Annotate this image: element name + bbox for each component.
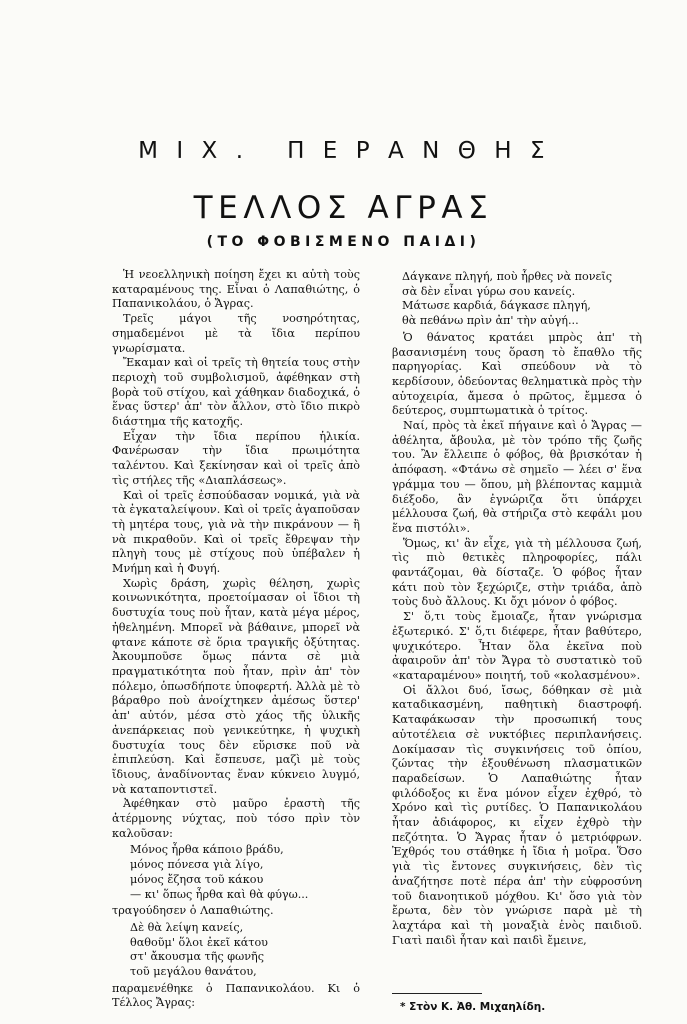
paragraph: Ναί, πρὸς τὰ ἐκεῖ πήγαινε καὶ ὁ Ἄγρας — ἀθέλητα, ἄβουλα, μὲ τὸν τρόπο τῆς ζωῆς του. Ἂν ἔλλειπε ὁ φόβος, θὰ βρισκόταν ἡ ἀπόφαση. «Φτάνω σὲ σημεῖο — λέει σ' ἕνα γράμμα του — ὅπου, μὴ βλέποντας καμμιὰ διέξοδο, ἂν ἐγνώριζα ὅτι ὑπάρχει μέλλουσα ζωή, θὰ στήριζα στὸ κεφάλι μου ἕνα πιστόλι». bbox=[392, 419, 642, 535]
paragraph: Ἔκαμαν καὶ οἱ τρεῖς τὴ θητεία τους στὴν περιοχὴ τοῦ συμβολισμοῦ, ἀφέθηκαν στὴ βορὰ τοῦ στίχου, καὶ χάθηκαν διαδοχικά, ὁ ἕνας ὕστερ' ἀπ' τὸν ἄλλον, στὸ ἴδιο πικρὸ διάστημα τῆς κατοχῆς. bbox=[112, 356, 360, 429]
poem-line: Μόνος ἦρθα κάποιο βράδυ, bbox=[130, 843, 284, 857]
article-title: ΤΕΛΛΟΣ ΑΓΡΑΣ bbox=[193, 190, 494, 226]
paragraph: τραγούδησεν ὁ Λαπαθιώτης. bbox=[112, 904, 274, 918]
poem-line: Δάγκανε πληγή, ποὺ ἦρθες νὰ πονεῖς bbox=[402, 270, 612, 283]
author-name: ΜΙΧ. ΠΕΡΑΝΘΗΣ bbox=[138, 138, 563, 164]
paragraph: Εἶχαν τὴν ἴδια περίπου ἡλικία. Φανέρωσαν τὴν ἴδια πρωιμότητα ταλέντου. Καὶ ξεκίνησαν καὶ οἱ τρεῖς ἀπὸ τὶς στήλες τῆς «Διαπλάσεως». bbox=[112, 429, 360, 487]
poem-lapathiotis bbox=[130, 843, 360, 902]
paragraph: Τρεῖς μάγοι τῆς νοσηρότητας, σημαδεμένοι μὲ τὰ ἴδια περίπου γνωρίσματα. bbox=[112, 312, 360, 355]
paragraph: Ἀφέθηκαν στὸ μαῦρο ἐραστὴ τῆς ἀτέρμονης νύχτας, ποὺ τόσο πρὶν τὸν καλοῦσαν: bbox=[112, 797, 360, 840]
paragraph: Οἱ ἄλλοι δυό, ἴσως, δόθηκαν σὲ μιὰ καταδικασμένη, παθητικὴ διαστροφή. Καταφάκωσαν τὴν προσωπική τους αὐτοτέλεια σὲ νυκτόβιες περιπλανήσεις. Δοκίμασαν τὶς συγκινήσεις τοῦ ὀπίου, ζώντας τὴν ἐξουθένωση πλασματικῶν παραδείσων. Ὁ Λαπαθιώτης ἦταν φιλόδοξος κι ἕνα μόνον εἶχεν ἐχθρό, τὸ Χρόνο καὶ τὶς ρυτίδες. Ὁ Παπανικολάου ἦταν ἀδιάφορος, κι εἶχεν ἐχθρὸ τὴν πεζότητα. Ὁ Ἄγρας ἦταν ὁ μετριόφρων. Ἐχθρός του στάθηκε ἡ ἴδια ἡ μοῖρα. Ὅσο γιὰ τὶς ἔντονες συγκινήσεις, δὲν τὶς ἀναζήτησε ποτὲ πέρα ἀπ' τὴν εὐφροσύνη τοῦ διανοητικοῦ μόχθου. Κι' ὅσο γιὰ τὸν ἔρωτα, δὲν τὸν γνώρισε παρὰ μὲ τὴ λαχτάρα καὶ τὴ μοναξιὰ ἑνὸς παιδιοῦ. Γιατὶ παιδὶ ἦταν καὶ παιδὶ ἔμεινε, bbox=[392, 683, 642, 947]
paragraph: Καὶ οἱ τρεῖς ἐσπούδασαν νομικά, γιὰ νὰ τὰ ἐγκαταλείψουν. Καὶ οἱ τρεῖς ἀγαποῦσαν τὴ μητέρα τους, γιὰ νὰ τὴν πικράνουν — ἢ νὰ πικραθοῦν. Καὶ οἱ τρεῖς ἔθρεψαν τὴν πληγὴ τους μὲ στίχους ποὺ ὑπέβαλεν ἡ Μνήμη καὶ ἡ Φυγή. bbox=[112, 488, 360, 576]
paragraph: Ὁ θάνατος κρατάει μπρὸς ἀπ' τὴ βασανισμένη τους ὅραση τὸ ἔπαθλο τῆς παρηγορίας. Καὶ σπεύδουν νὰ τὸ κερδίσουν, ὁδεύοντας θεληματικὰ πρὸς τὴν αὐτοχειρία, ἄμεσα ὁ πρῶτος, ἔμμεσα ὁ δεύτερος, συμπτωματικὰ ὁ τρίτος. bbox=[392, 330, 642, 418]
paragraph: παραμενέθηκε ὁ Παπανικολάου. Κι ὁ Τέλλος Ἄγρας: bbox=[112, 981, 360, 1010]
poem-line: θὰ πεθάνω πρὶν ἀπ' τὴν αὐγή... bbox=[402, 314, 579, 328]
poem-line: Δὲ θὰ λείψη κανείς, bbox=[130, 920, 244, 934]
footnote-divider bbox=[392, 993, 482, 994]
poem-line: — κι' ὅπως ἦρθα καὶ θὰ φύγω... bbox=[130, 887, 309, 901]
poem-line: Μάτωσε καρδιά, δάγκασε πληγή, bbox=[402, 299, 591, 313]
poem-papanikolaou bbox=[130, 921, 360, 980]
poem-agras bbox=[402, 270, 642, 329]
right-column bbox=[392, 268, 642, 948]
poem-line: στ' ἄκουσμα τῆς φωνῆς bbox=[130, 950, 264, 964]
left-column bbox=[112, 268, 360, 1011]
poem-line: μόνος ἔζησα τοῦ κάκου bbox=[130, 872, 264, 886]
paragraph: Ὅμως, κι' ἂν εἶχε, γιὰ τὴ μέλλουσα ζωή, τὶς πιὸ θετικὲς πληροφορίες, πάλι φαντάζομαι, θὰ δίσταζε. Ὁ φόβος ἦταν κάτι ποὺ τὸν ξεχώριζε, στὴν τριάδα, ἀπὸ τοὺς δυὸ ἄλλους. Κι ὄχι μόνον ὁ φόβος. bbox=[392, 536, 642, 609]
poem-line: σὰ δὲν εἶναι γύρω σου κανείς. bbox=[402, 284, 576, 298]
poem-line: θαθοῦμ' ὅλοι ἐκεῖ κάτου bbox=[130, 935, 268, 949]
paragraph: Ἡ νεοελληνικὴ ποίηση ἔχει κι αὐτὴ τοὺς καταραμένους της. Εἶναι ὁ Λαπαθιώτης, ὁ Παπανικολάου, ὁ Ἄγρας. bbox=[112, 268, 360, 311]
poem-line: τοῦ μεγάλου θανάτου, bbox=[130, 965, 257, 979]
footnote: * Στὸν Κ. Ἀθ. Μιχαηλίδη. bbox=[400, 1001, 546, 1013]
poem-line: μόνος πόνεσα γιὰ λίγο, bbox=[130, 858, 264, 872]
paragraph: Σ' ὅ,τι τοὺς ἔμοιαζε, ἦταν γνώρισμα ἐξωτερικό. Σ' ὅ,τι διέφερε, ἦταν βαθύτερο, ψυχικότερο. Ἦταν ὅλα ἐκεῖνα ποὺ ἀφαιροῦν ἀπ' τὸν Ἄγρα τὸ συστατικὸ τοῦ «καταραμένου» ποιητή, τοῦ «κολασμένου». bbox=[392, 610, 642, 682]
paragraph: Χωρὶς δράση, χωρὶς θέληση, χωρὶς κοινωνικότητα, προετοίμασαν οἱ ἴδιοι τὴ δυστυχία τους ποὺ ἦταν, κατὰ μέγα μέρος, ἠθελημένη. Μπορεῖ νὰ βάθαινε, μπορεῖ νὰ φτανε κάποτε σὲ ὅρια τραγικῆς ὀξύτητας. Ἀκουμποῦσε ὅμως πάντα σὲ μιὰ πραγματικότητα ποὺ ἦταν, πρὶν ἀπ' τὸν πόλεμο, ὁπωσδήποτε ὑποφερτή. Ἀλλὰ μὲ τὸ βάραθρο ποὺ ἀνοίχτηκεν ἀμέσως ὕστερ' ἀπ' αὐτόν, μέσα στὸ χάος τῆς ὑλικῆς ἀνεπάρκειας ποὺ γενικεύτηκε, ἡ ψυχικὴ δυστυχία τους δὲν εὕρισκε ποῦ νὰ ἐπιπλεύση. Καὶ ἔσπευσε, μαζὶ μὲ τοὺς ἴδιους, ἀναδίνοντας ἕναν κύκνειο λυγμό, νὰ καταποντιστεῖ. bbox=[112, 576, 360, 796]
article-subtitle: (ΤΟ ΦΟΒΙΣΜΕΝΟ ΠΑΙΔΙ) bbox=[206, 234, 481, 250]
